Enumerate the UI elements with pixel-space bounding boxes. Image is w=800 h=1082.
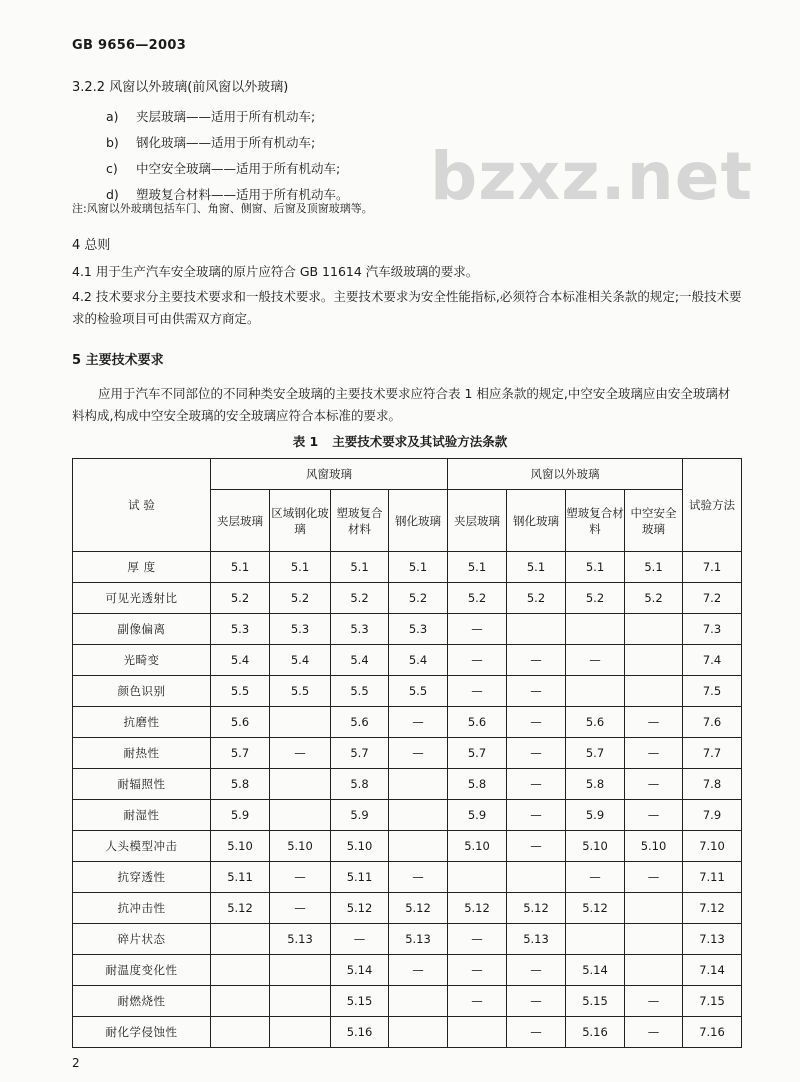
method-cell: 7.3 — [683, 614, 742, 645]
clause-cell — [270, 1017, 331, 1048]
row-test-name: 副像偏离 — [73, 614, 211, 645]
clause-cell — [211, 955, 270, 986]
subheader: 钢化玻璃 — [389, 490, 448, 552]
clause-cell: — — [448, 645, 507, 676]
list-marker: b) — [106, 135, 119, 150]
clause-cell: 5.12 — [507, 893, 566, 924]
clause-cell: — — [566, 862, 625, 893]
header-test: 试 验 — [73, 459, 211, 552]
paragraph-4-1: 4.1 用于生产汽车安全玻璃的原片应符合 GB 11614 汽车级玻璃的要求。 — [72, 264, 479, 279]
clause-cell: 5.5 — [389, 676, 448, 707]
method-cell: 7.5 — [683, 676, 742, 707]
clause-cell: 5.2 — [211, 583, 270, 614]
clause-cell: — — [448, 676, 507, 707]
row-test-name: 耐热性 — [73, 738, 211, 769]
clause-cell: 5.14 — [331, 955, 389, 986]
table-row — [73, 552, 742, 583]
clause-cell: — — [448, 955, 507, 986]
clause-cell: 5.4 — [389, 645, 448, 676]
paragraph-5: 应用于汽车不同部位的不同种类安全玻璃的主要技术要求应符合表 1 相应条款的规定,中空安全玻璃应由安全玻璃材料构成,构成中空安全玻璃的安全玻璃应符合本标准的要求。 — [72, 386, 731, 423]
clause-cell — [211, 986, 270, 1017]
glass-type-list — [106, 104, 349, 208]
subheader: 塑玻复合材料 — [566, 490, 625, 552]
table-row — [73, 955, 742, 986]
clause-cell: 5.11 — [331, 862, 389, 893]
clause-cell: 5.1 — [625, 552, 683, 583]
clause-cell: 5.7 — [211, 738, 270, 769]
clause-cell — [389, 831, 448, 862]
table-row — [73, 707, 742, 738]
section-3-2-2-title: 3.2.2 风窗以外玻璃(前风窗以外玻璃) — [72, 80, 289, 95]
clause-cell — [448, 1017, 507, 1048]
row-test-name: 耐湿性 — [73, 800, 211, 831]
clause-cell: — — [389, 955, 448, 986]
clause-cell: 5.10 — [211, 831, 270, 862]
clause-cell: 5.10 — [566, 831, 625, 862]
clause-cell: — — [448, 986, 507, 1017]
clause-cell: — — [448, 924, 507, 955]
clause-cell: 5.9 — [566, 800, 625, 831]
clause-cell: — — [507, 676, 566, 707]
method-cell: 7.13 — [683, 924, 742, 955]
row-test-name: 颜色识别 — [73, 676, 211, 707]
clause-cell: 5.2 — [331, 583, 389, 614]
clause-cell: 5.4 — [270, 645, 331, 676]
clause-cell: 5.13 — [270, 924, 331, 955]
clause-cell: 5.3 — [211, 614, 270, 645]
clause-cell: 5.8 — [448, 769, 507, 800]
clause-cell: — — [331, 924, 389, 955]
section-5-title: 5 主要技术要求 — [72, 353, 164, 368]
clause-cell — [566, 614, 625, 645]
clause-cell: 5.12 — [448, 893, 507, 924]
clause-cell: 5.10 — [625, 831, 683, 862]
method-cell: 7.16 — [683, 1017, 742, 1048]
clause-cell — [448, 862, 507, 893]
clause-cell: 5.1 — [211, 552, 270, 583]
clause-cell — [270, 769, 331, 800]
table-row — [73, 1017, 742, 1048]
clause-cell: — — [625, 862, 683, 893]
section-4-title: 4 总则 — [72, 238, 111, 253]
clause-cell: — — [625, 707, 683, 738]
requirements-table — [72, 458, 742, 1048]
clause-cell: — — [507, 986, 566, 1017]
clause-cell: 5.8 — [211, 769, 270, 800]
clause-cell: 5.10 — [448, 831, 507, 862]
table-row — [73, 583, 742, 614]
clause-cell — [566, 924, 625, 955]
clause-cell: 5.2 — [625, 583, 683, 614]
table-row — [73, 614, 742, 645]
list-text: 塑玻复合材料——适用于所有机动车。 — [136, 187, 349, 202]
clause-cell: 5.5 — [331, 676, 389, 707]
clause-cell: 5.6 — [211, 707, 270, 738]
clause-cell — [389, 769, 448, 800]
method-cell: 7.2 — [683, 583, 742, 614]
clause-cell — [270, 707, 331, 738]
clause-cell: — — [507, 738, 566, 769]
method-cell: 7.11 — [683, 862, 742, 893]
clause-cell: 5.1 — [389, 552, 448, 583]
list-text: 中空安全玻璃——适用于所有机动车; — [136, 161, 341, 176]
watermark: bzxz.net — [430, 138, 754, 215]
clause-cell: — — [270, 893, 331, 924]
row-test-name: 抗冲击性 — [73, 893, 211, 924]
clause-cell — [211, 924, 270, 955]
table-row — [73, 738, 742, 769]
clause-cell: — — [270, 738, 331, 769]
clause-cell: 5.7 — [331, 738, 389, 769]
clause-cell: — — [507, 769, 566, 800]
clause-cell — [625, 924, 683, 955]
header-windscreen: 风窗玻璃 — [211, 459, 448, 490]
clause-cell — [389, 986, 448, 1017]
row-test-name: 耐辐照性 — [73, 769, 211, 800]
clause-cell: 5.16 — [566, 1017, 625, 1048]
method-cell: 7.1 — [683, 552, 742, 583]
row-test-name: 耐温度变化性 — [73, 955, 211, 986]
clause-cell: 5.7 — [448, 738, 507, 769]
clause-cell: 5.13 — [507, 924, 566, 955]
row-test-name: 耐化学侵蚀性 — [73, 1017, 211, 1048]
table-row — [73, 645, 742, 676]
clause-cell: — — [625, 1017, 683, 1048]
clause-cell: 5.12 — [331, 893, 389, 924]
row-test-name: 可见光透射比 — [73, 583, 211, 614]
clause-cell: 5.2 — [566, 583, 625, 614]
clause-cell: — — [625, 769, 683, 800]
clause-cell: 5.6 — [566, 707, 625, 738]
clause-cell: 5.12 — [211, 893, 270, 924]
row-test-name: 碎片状态 — [73, 924, 211, 955]
clause-cell: 5.15 — [566, 986, 625, 1017]
clause-cell: — — [507, 707, 566, 738]
clause-cell: 5.11 — [211, 862, 270, 893]
clause-cell — [211, 1017, 270, 1048]
table-caption — [0, 432, 800, 450]
clause-cell: 5.13 — [389, 924, 448, 955]
method-cell: 7.6 — [683, 707, 742, 738]
clause-cell — [566, 676, 625, 707]
clause-cell: 5.4 — [331, 645, 389, 676]
list-text: 钢化玻璃——适用于所有机动车; — [136, 135, 316, 150]
clause-cell: — — [625, 800, 683, 831]
row-test-name: 光畸变 — [73, 645, 211, 676]
table-row — [73, 986, 742, 1017]
method-cell: 7.4 — [683, 645, 742, 676]
clause-cell: — — [566, 645, 625, 676]
clause-cell: 5.6 — [331, 707, 389, 738]
clause-cell: — — [507, 1017, 566, 1048]
clause-cell: 5.3 — [270, 614, 331, 645]
list-text: 夹层玻璃——适用于所有机动车; — [136, 109, 316, 124]
clause-cell: 5.3 — [331, 614, 389, 645]
clause-cell: 5.9 — [448, 800, 507, 831]
table-row — [73, 676, 742, 707]
clause-cell: 5.1 — [448, 552, 507, 583]
clause-cell: — — [507, 800, 566, 831]
method-cell: 7.7 — [683, 738, 742, 769]
clause-cell: — — [625, 738, 683, 769]
clause-cell: — — [507, 831, 566, 862]
list-marker: c) — [106, 161, 118, 176]
clause-cell: 5.2 — [270, 583, 331, 614]
subheader: 中空安全玻璃 — [625, 490, 683, 552]
paragraph-4-2: 4.2 技术要求分主要技术要求和一般技术要求。主要技术要求为安全性能指标,必须符合本标准相关条款的规定;一般技术要求的检验项目可由供需双方商定。 — [72, 289, 742, 326]
clause-cell — [389, 800, 448, 831]
method-cell: 7.9 — [683, 800, 742, 831]
clause-cell — [270, 955, 331, 986]
clause-cell: 5.2 — [448, 583, 507, 614]
table-number: 表 1 — [292, 434, 319, 449]
clause-cell — [389, 1017, 448, 1048]
clause-cell — [625, 676, 683, 707]
row-test-name: 耐燃烧性 — [73, 986, 211, 1017]
standard-id: GB 9656—2003 — [72, 38, 187, 53]
table-body — [73, 552, 742, 1048]
row-test-name: 抗穿透性 — [73, 862, 211, 893]
table-title: 主要技术要求及其试验方法条款 — [332, 434, 508, 449]
clause-cell: — — [270, 862, 331, 893]
subheader: 夹层玻璃 — [211, 490, 270, 552]
method-cell: 7.12 — [683, 893, 742, 924]
clause-cell — [625, 614, 683, 645]
table-row — [73, 893, 742, 924]
table-row — [73, 831, 742, 862]
table-row — [73, 800, 742, 831]
clause-cell — [625, 645, 683, 676]
row-test-name: 人头模型冲击 — [73, 831, 211, 862]
clause-cell: 5.8 — [566, 769, 625, 800]
clause-cell — [507, 614, 566, 645]
method-cell: 7.15 — [683, 986, 742, 1017]
list-marker: a) — [106, 109, 119, 124]
clause-cell: — — [507, 955, 566, 986]
method-cell: 7.14 — [683, 955, 742, 986]
table-row — [73, 924, 742, 955]
clause-cell: 5.16 — [331, 1017, 389, 1048]
list-item — [106, 156, 349, 182]
clause-cell: 5.3 — [389, 614, 448, 645]
list-item — [106, 130, 349, 156]
clause-cell: 5.1 — [507, 552, 566, 583]
clause-cell: — — [389, 707, 448, 738]
row-test-name: 抗磨性 — [73, 707, 211, 738]
method-cell: 7.8 — [683, 769, 742, 800]
clause-cell — [270, 986, 331, 1017]
clause-cell: 5.15 — [331, 986, 389, 1017]
clause-cell: 5.2 — [389, 583, 448, 614]
header-other-glass: 风窗以外玻璃 — [448, 459, 683, 490]
clause-cell: 5.8 — [331, 769, 389, 800]
clause-cell — [625, 955, 683, 986]
subheader: 区域钢化玻璃 — [270, 490, 331, 552]
subheader: 夹层玻璃 — [448, 490, 507, 552]
clause-cell: 5.9 — [331, 800, 389, 831]
clause-cell: — — [507, 645, 566, 676]
clause-cell: — — [625, 986, 683, 1017]
method-cell: 7.10 — [683, 831, 742, 862]
clause-cell: 5.6 — [448, 707, 507, 738]
page-number: 2 — [72, 1056, 80, 1070]
row-test-name: 厚 度 — [73, 552, 211, 583]
clause-cell — [270, 800, 331, 831]
clause-cell: — — [389, 862, 448, 893]
clause-cell: 5.10 — [270, 831, 331, 862]
clause-cell: — — [448, 614, 507, 645]
clause-cell: 5.12 — [566, 893, 625, 924]
table-row — [73, 769, 742, 800]
clause-cell: 5.9 — [211, 800, 270, 831]
list-marker: d) — [106, 187, 119, 202]
table-row — [73, 862, 742, 893]
clause-cell — [625, 893, 683, 924]
clause-cell: — — [389, 738, 448, 769]
section-note: 注:风窗以外玻璃包括车门、角窗、侧窗、后窗及顶窗玻璃等。 — [72, 202, 373, 215]
clause-cell: 5.4 — [211, 645, 270, 676]
clause-cell: 5.10 — [331, 831, 389, 862]
clause-cell: 5.1 — [270, 552, 331, 583]
list-item — [106, 104, 349, 130]
clause-cell — [507, 862, 566, 893]
header-test-method: 试验方法 — [683, 459, 742, 552]
clause-cell: 5.14 — [566, 955, 625, 986]
clause-cell: 5.1 — [566, 552, 625, 583]
clause-cell: 5.2 — [507, 583, 566, 614]
subheader: 塑玻复合材料 — [331, 490, 389, 552]
clause-cell: 5.5 — [211, 676, 270, 707]
clause-cell: 5.12 — [389, 893, 448, 924]
clause-cell: 5.7 — [566, 738, 625, 769]
subheader: 钢化玻璃 — [507, 490, 566, 552]
clause-cell: 5.5 — [270, 676, 331, 707]
clause-cell: 5.1 — [331, 552, 389, 583]
